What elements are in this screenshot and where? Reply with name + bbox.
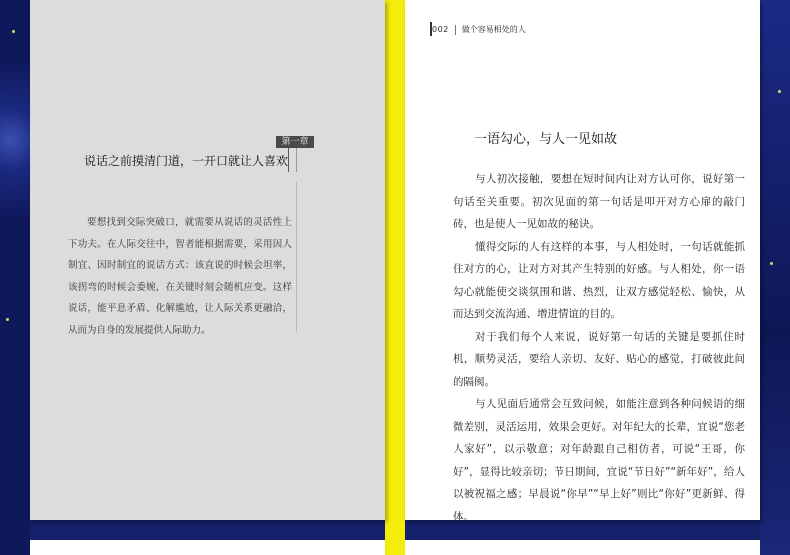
chapter-badge: 第一章 [276, 136, 314, 148]
paragraph: 与人见面后通常会互致问候，如能注意到各种问候语的细微差别，灵活运用，效果会更好。对年纪大的长辈，宜说“您老人家好”，以示敬意；对年龄跟自己相仿者，可说“王哥，你好”，显得比较亲切；节日期间，宜说“节日好”“新年好”，给人以被祝福之感；早晨说“你早”“早上好”则比“你好”更新鲜、得体。 [453, 398, 745, 523]
chapter-intro: 要想找到交际突破口，就需要从说话的灵活性上下功夫。在人际交往中，智者能根据需要，采用因人制宜、因时制宜的说话方式：该直说的时候会坦率，该拐弯的时候会委婉，在关键时刻会随机应变。这样说话，能平息矛盾、化解尴尬，让人际关系更融洽，从而为自身的发展提供人际助力。 [68, 217, 292, 336]
background-right [760, 0, 790, 555]
book-title: 做个容易相处的人 [461, 25, 526, 34]
book-spine [385, 0, 405, 555]
page-number: 002 [432, 25, 449, 34]
paragraph: 与人初次接触，要想在短时间内让对方认可你，说好第一句话至关重要。初次见面的第一句话是叩开对方心扉的敲门砖，也是使人一见如故的秘诀。 [453, 173, 745, 230]
article-title: 一语勾心，与人一见如故 [474, 132, 618, 147]
paragraph: 懂得交际的人有这样的本事，与人相处时，一句话就能抓住对方的心，让对方对其产生特别的好感。与人相处，你一语勾心就能使交谈氛围和谐、热烈，让双方感觉轻松、愉快，从而达到交流沟通、增进情谊的目的。 [453, 240, 745, 320]
chapter-rule [288, 148, 289, 172]
decor-star [778, 90, 781, 93]
decor-star [12, 30, 15, 33]
next-page-left [30, 540, 385, 555]
chapter-title: 说话之前摸清门道，一开口就让人喜欢 [83, 154, 288, 168]
intro-rule [296, 182, 297, 332]
paragraph: 对于我们每个人来说，说好第一句话的关键是要抓住时机，顺势灵活，要给人亲切、友好、贴心的感觉，打破彼此间的隔阂。 [453, 330, 745, 388]
next-page-right [405, 540, 760, 555]
background-left [0, 0, 30, 555]
header-divider [455, 25, 456, 35]
running-header [432, 24, 526, 35]
decor-star [770, 262, 773, 265]
decor-star [6, 318, 9, 321]
chapter-rule [296, 148, 297, 172]
article-body [453, 168, 745, 528]
